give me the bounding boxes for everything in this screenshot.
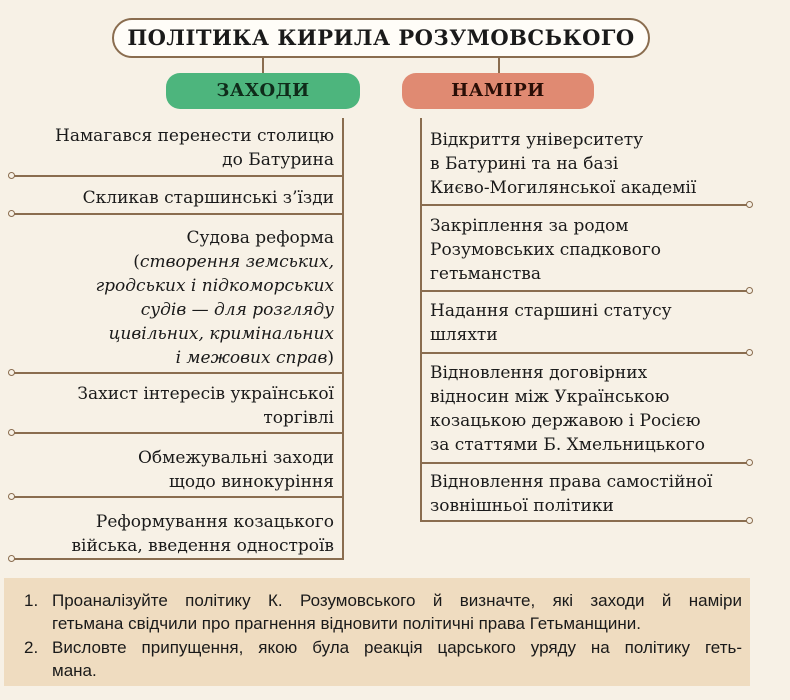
- task-text-line: мана.: [52, 661, 97, 680]
- task-text-line: Проаналізуйте політику К. Розумовського й визначте, які заходи й наміри: [52, 591, 742, 610]
- intention-text-line: гетьманства: [430, 264, 541, 284]
- measure-item: [55, 124, 334, 172]
- measure-separator-dot: [8, 172, 15, 179]
- measure-text-line: до Батурина: [222, 150, 334, 170]
- intention-separator-dot: [746, 287, 753, 294]
- intention-text-line: в Батурині та на базі: [430, 154, 619, 174]
- measure-text-line: щодо винокуріння: [169, 472, 334, 492]
- intention-text-line: зовнішньої політики: [430, 496, 614, 516]
- task-item: [24, 636, 742, 682]
- measure-text-line: (створення земських,: [133, 252, 334, 272]
- intention-separator-dot: [746, 349, 753, 356]
- intentions-header: НАМІРИ: [402, 73, 594, 109]
- measure-text-line: Захист інтересів української: [77, 384, 334, 404]
- tasks-box: [4, 578, 750, 686]
- intention-text-line: Відновлення договірних: [430, 363, 648, 383]
- intention-text-line: Надання старшині статусу: [430, 301, 672, 321]
- task-text: [52, 589, 742, 635]
- intention-text-line: козацькою державою і Росією: [430, 411, 701, 431]
- intention-separator-dot: [746, 517, 753, 524]
- measure-item: [138, 446, 334, 494]
- intention-separator: [420, 352, 748, 354]
- measure-item: [83, 186, 334, 210]
- intention-item: [430, 214, 661, 286]
- measures-header: ЗАХОДИ: [166, 73, 360, 109]
- measure-item: [71, 510, 334, 558]
- measure-text-line: війська, введення одностроїв: [71, 536, 334, 556]
- measure-separator: [14, 558, 344, 560]
- task-number: 2.: [24, 638, 39, 657]
- measure-separator: [14, 432, 344, 434]
- measure-item: [96, 226, 334, 370]
- intention-item: [430, 299, 672, 347]
- measure-separator-dot: [8, 210, 15, 217]
- measure-text-line: Реформування козацького: [95, 512, 334, 532]
- task-number: 1.: [24, 591, 39, 610]
- task-text-line: Висловте припущення, якою була реакція царського уряду на політику геть-: [52, 638, 742, 657]
- measure-separator: [14, 213, 344, 215]
- page-title: ПОЛІТИКА КИРИЛА РОЗУМОВСЬКОГО: [112, 18, 650, 58]
- intention-text-line: за статтями Б. Хмельницького: [430, 435, 705, 455]
- measure-text-line: цивільних, кримінальних: [108, 324, 334, 344]
- intention-item: [430, 128, 696, 200]
- measures-vertical-line: [342, 118, 344, 560]
- intention-text-line: шляхти: [430, 325, 498, 345]
- title-connector-right: [498, 58, 500, 73]
- task-item: [24, 589, 742, 635]
- intention-text-line: Відновлення права самостійної: [430, 472, 713, 492]
- measure-separator-dot: [8, 429, 15, 436]
- measure-text-line: торгівлі: [263, 408, 334, 428]
- intention-item: [430, 361, 705, 457]
- measure-separator-dot: [8, 493, 15, 500]
- intention-separator: [420, 462, 748, 464]
- intention-separator: [420, 290, 748, 292]
- intention-text-line: відносин між Українською: [430, 387, 670, 407]
- measure-text-line: Намагався перенести столицю: [55, 126, 334, 146]
- measure-separator: [14, 496, 344, 498]
- measure-separator: [14, 372, 344, 374]
- task-text-line: гетьмана свідчили про прагнення відновити політичні права Гетьманщини.: [52, 614, 641, 633]
- intention-text-line: Закріплення за родом: [430, 216, 629, 236]
- measure-text-line: Судова реформа: [186, 228, 334, 248]
- measure-text-line: і межових справ): [175, 348, 334, 368]
- intention-separator: [420, 204, 748, 206]
- measure-separator-dot: [8, 369, 15, 376]
- measure-text-line: судів — для розгляду: [140, 300, 334, 320]
- intention-text-line: Відкриття університету: [430, 130, 644, 150]
- intention-separator: [420, 520, 748, 522]
- intention-text-line: Розумовських спадкового: [430, 240, 661, 260]
- intention-separator-dot: [746, 201, 753, 208]
- intention-text-line: Києво-Могилянської академії: [430, 178, 697, 198]
- measure-separator: [14, 175, 344, 177]
- measure-item: [77, 382, 334, 430]
- intention-item: [430, 470, 712, 518]
- measure-separator-dot: [8, 555, 15, 562]
- measure-text-line: гродських і підкоморських: [95, 276, 334, 296]
- measure-text-line: Обмежувальні заходи: [137, 448, 334, 468]
- task-text: [52, 636, 742, 682]
- title-connector-left: [262, 58, 264, 73]
- intention-separator-dot: [746, 459, 753, 466]
- measure-text-line: Скликав старшинські з’їзди: [82, 188, 334, 208]
